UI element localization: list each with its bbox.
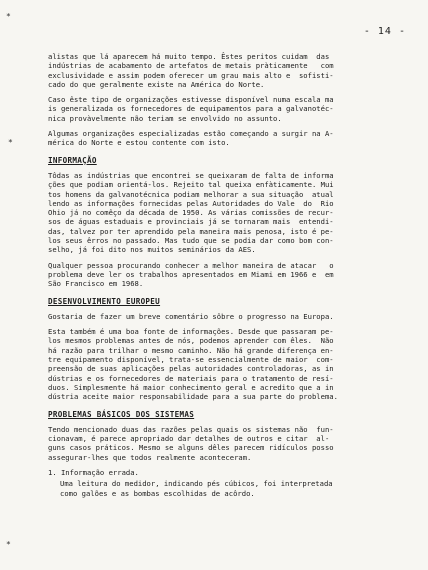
document-body xyxy=(48,52,408,498)
paragraph-organizations: Caso êste tipo de organizações estivesse disponível numa escala ma is generalizada os fornecedores de equipamentos para a galvanotéc- nica provàvelmente não teriam se envolvido no assunto. xyxy=(48,95,334,123)
paragraph-europe-source: Esta também é uma boa fonte de informações. Desde que passaram pe- los mesmos problemas antes de nós, podemos aprender com êles. Não há razão para trilhar o mesmo caminho. Não há grande diferença en- tre equipamento disponível, trata-se essencialmente de maior com- preensão de suas aplicações pelas autoridades controladoras, as in dústrias e os fornecedores de materiais para o tratamento de resí- duos. Simplesmente há maior conhecimento geral e acredito que a in dústria aceite maior responsabilidade para a sua parte do problema. xyxy=(48,327,338,402)
margin-mark-top: * xyxy=(6,12,11,21)
list-item-body: Uma leitura do medidor, indicando pés cúbicos, foi interpretada como galões e as bombas escolhidas de acôrdo. xyxy=(60,479,333,498)
paragraph-information-complaints: Tôdas as indústrias que encontrei se queixaram de falta de informa ções que podiam orientá-los. Rejeito tal queixa enfàticamente. Mui tos homens da galvanotécnica podiam melhorar a sua situação atual lendo as informações fornecidas pelas Autoridades do Vale do Rio Ohio já no comêço da década de 1950. As várias comissões de recur- sos de águas estaduais e provinciais já se tornaram mais entendi- das, talvez por ter aprendido pela maneira mais penosa, isto é pe- los seus êrros no passado. Mas tudo que se podia dar como bom con- selho, já foi dito nos muitos seminários da AES. xyxy=(48,170,334,255)
heading-problemas-basicos: PROBLEMAS BÁSICOS DOS SISTEMAS xyxy=(48,409,195,419)
paragraph-specialists: alistas que lá aparecem há muito tempo. Êstes peritos cuidam das indústrias de acabamento de artefatos de metais pràticamente com exclusividade e assim podem oferecer um grau mais alto e sofisti- cado do que geralmente existe na América do Norte. xyxy=(48,52,334,89)
margin-mark-middle: * xyxy=(8,138,13,147)
margin-mark-bottom: * xyxy=(6,540,11,549)
heading-informacao: INFORMAÇÃO xyxy=(48,155,97,165)
heading-desenvolvimento-europeu: DESENVOLVIMENTO EUROPEU xyxy=(48,296,161,306)
paragraph-practical-cases: Tendo mencionado duas das razões pelas quais os sistemas não fun- cionavam, é parece apropriado dar detalhes de outros e citar al- guns casos práticos. Mesmo se alguns dêles parecem ridículos posso assegurar-lhes que todos realmente aconteceram. xyxy=(48,424,334,462)
list-item-title: 1. Informação errada. xyxy=(48,467,139,477)
paragraph-papers: Qualquer pessoa procurando conhecer a melhor maneira de atacar o problema deve ler os trabalhos apresentados em Miami em 1966 e em São Francisco em 1968. xyxy=(48,260,334,289)
paragraph-north-america: Algumas organizações especializadas estão começando a surgir na A- mérica do Norte e estou contente com isto. xyxy=(48,129,334,148)
paragraph-europe-comment: Gostaria de fazer um breve comentário sôbre o progresso na Europa. xyxy=(48,311,334,321)
page-number: - 14 - xyxy=(363,26,406,37)
